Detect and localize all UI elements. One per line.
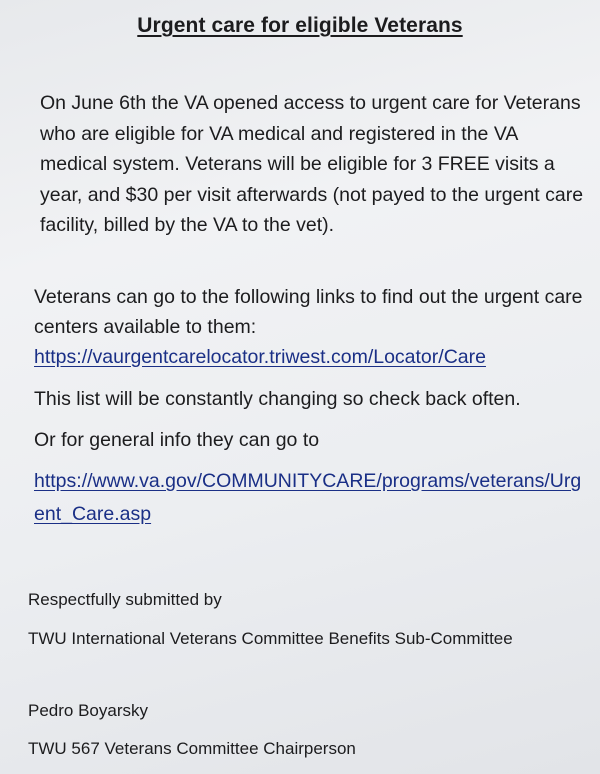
list-changing-note: This list will be constantly changing so check back often. bbox=[34, 388, 521, 410]
author-title: TWU 567 Veterans Committee Chairperson bbox=[28, 739, 356, 758]
community-care-link[interactable]: https://www.va.gov/COMMUNITYCARE/programs/veterans/Urgent_Care.asp bbox=[34, 470, 582, 525]
general-info-paragraph: Or for general info they can go to bbox=[34, 429, 320, 451]
links-intro-paragraph: Veterans can go to the following links to find out the urgent care centers available to them: bbox=[34, 286, 583, 338]
intro-paragraph: On June 6th the VA opened access to urgent care for Veterans who are eligible for VA medical and registered in the VA medical system. Veterans will be eligible for 3 FREE visits a year, and $30 per visit afterwards (not payed to the urgent care facility, billed by the VA to the vet). bbox=[40, 92, 584, 236]
community-care-link-line bbox=[34, 465, 590, 531]
urgent-care-locator-link[interactable]: https://vaurgentcarelocator.triwest.com/Locator/Care bbox=[34, 346, 486, 368]
locator-link-line bbox=[34, 342, 590, 372]
committee-name: TWU International Veterans Committee Benefits Sub-Committee bbox=[28, 629, 513, 648]
submitted-by-text: Respectfully submitted by bbox=[28, 590, 222, 609]
author-name: Pedro Boyarsky bbox=[28, 701, 148, 720]
page-title: Urgent care for eligible Veterans bbox=[137, 14, 463, 37]
